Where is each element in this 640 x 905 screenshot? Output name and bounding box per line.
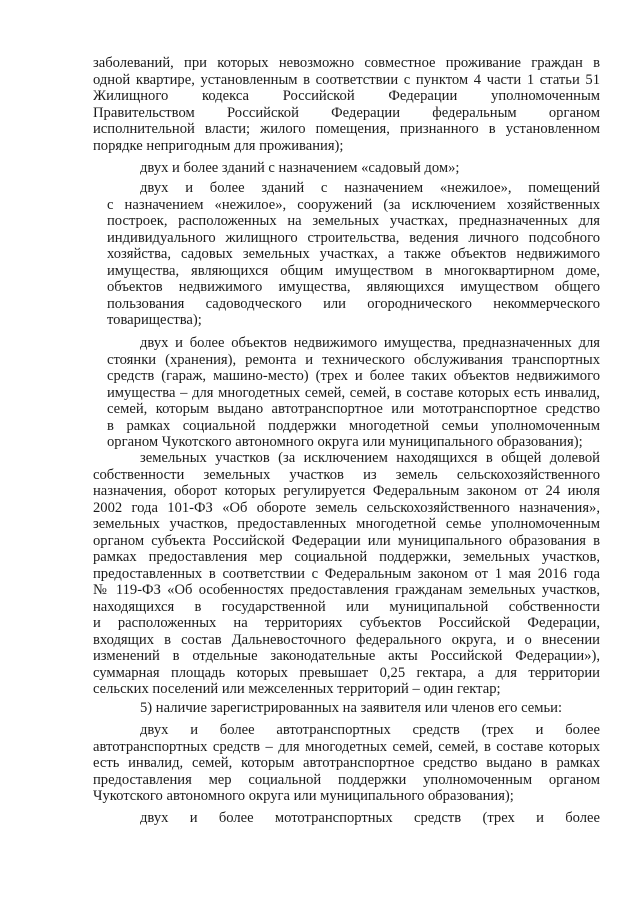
text-line: двух и более автотранспортных средств (трех и более (140, 722, 600, 738)
text-line: входящих в состав Дальневосточного федерального округа, и о внесении (93, 631, 600, 648)
text-line: № 119-ФЗ «Об особенностях предоставления гражданам земельных участков, (93, 582, 600, 598)
text-line: находящихся в государственной или муниципальной собственности (93, 598, 600, 615)
text-line: земельных участков, предоставленных многодетной семье уполномоченным (93, 516, 600, 532)
text-line: органом субъекта Российской Федерации или муниципального образования в (93, 532, 600, 549)
text-line: Чукотского автономного округа или муниципального образования); (93, 788, 514, 804)
paragraph (140, 700, 600, 717)
text-line: суммарная площадь которых превышает 0,25 гектара, а для территории (93, 664, 600, 681)
text-line: автотранспортных средств – для многодетных семей, семей, в составе которых (93, 738, 600, 755)
paragraph (140, 160, 600, 177)
text-line: земельных участков (за исключением находящихся в общей долевой (140, 450, 600, 466)
text-line: товарищества); (107, 312, 202, 328)
paragraph (107, 335, 600, 451)
text-line: органом Чукотского автономного округа или муниципального образования); (107, 434, 583, 450)
text-line: объектов недвижимого имущества, являющихся имуществом общего (107, 279, 600, 295)
text-line: двух и более зданий с назначением «нежилое», помещений (140, 180, 600, 196)
text-line: предоставления мер социальной поддержки уполномоченным органом (93, 771, 600, 788)
text-line: двух и более объектов недвижимого имущества, предназначенных для (140, 335, 600, 351)
text-line: предоставленных в соответствии с Федеральным законом от 1 мая 2016 года (93, 565, 600, 582)
text-line: двух и более мототранспортных средств (трех и более (140, 810, 600, 826)
text-line: собственности земельных участков из земель сельскохозяйственного (93, 466, 600, 483)
text-line: индивидуального жилищного строительства, ведения личного подсобного (107, 229, 600, 246)
text-line: Правительством Российской Федерации федеральным органом (93, 104, 600, 121)
text-line: заболеваний, при которых невозможно совместное проживание граждан в (93, 55, 600, 71)
text-line: имущества, являющихся общим имуществом в многоквартирном доме, (107, 262, 600, 279)
text-line: семей, которым выдано автотранспортное или мототранспортное средство (107, 401, 600, 417)
text-line: одной квартире, установленным в соответствии с пунктом 4 части 1 статьи 51 (93, 71, 600, 88)
text-line: назначения, оборот которых регулируется Федеральным законом от 24 июля (93, 483, 600, 499)
text-line: порядке непригодным для проживания); (93, 137, 344, 154)
text-line: сельских поселений или межселенных территорий – один гектар; (93, 681, 501, 697)
text-line: пользования садоводческого или огороднического некоммерческого (107, 295, 600, 312)
text-line: имущества – для многодетных семей, семей, в составе которых есть инвалид, (107, 384, 600, 401)
text-line: есть инвалид, семей, которым автотранспортное средство выдано в рамках (93, 755, 600, 771)
text-line: двух и более зданий с назначением «садовый дом»; (140, 160, 460, 176)
text-line: Жилищного кодекса Российской Федерации уполномоченным (93, 88, 600, 104)
text-line: средств (гараж, машино-место) (трех и более таких объектов недвижимого (107, 368, 600, 384)
paragraph (140, 810, 600, 827)
text-line: стоянки (хранения), ремонта и технического обслуживания транспортных (107, 351, 600, 368)
paragraph (93, 722, 600, 805)
paragraph (93, 450, 600, 698)
paragraph (107, 180, 600, 329)
text-line: 2002 года 101-ФЗ «Об обороте земель сельскохозяйственного назначения», (93, 499, 600, 516)
text-line: исполнительной власти; жилого помещения, признанного в установленном (93, 121, 600, 137)
text-line: с назначением «нежилое», сооружений (за исключением хозяйственных (107, 196, 600, 213)
text-line: построек, расположенных на земельных участках, предназначенных для (107, 213, 600, 229)
text-line: рамках предоставления мер социальной поддержки, земельных участков, (93, 549, 600, 565)
paragraph (93, 55, 600, 154)
text-line: и расположенных на территориях субъектов Российской Федерации, (93, 615, 600, 631)
text-line: в рамках социальной поддержки многодетной семьи уполномоченным (107, 417, 600, 434)
text-line: изменений в отдельные законодательные акты Российской Федерации»), (93, 648, 600, 664)
text-line: 5) наличие зарегистрированных на заявителя или членов его семьи: (140, 700, 563, 716)
text-line: хозяйства, садовых земельных участках, а также объектов недвижимого (107, 246, 600, 262)
